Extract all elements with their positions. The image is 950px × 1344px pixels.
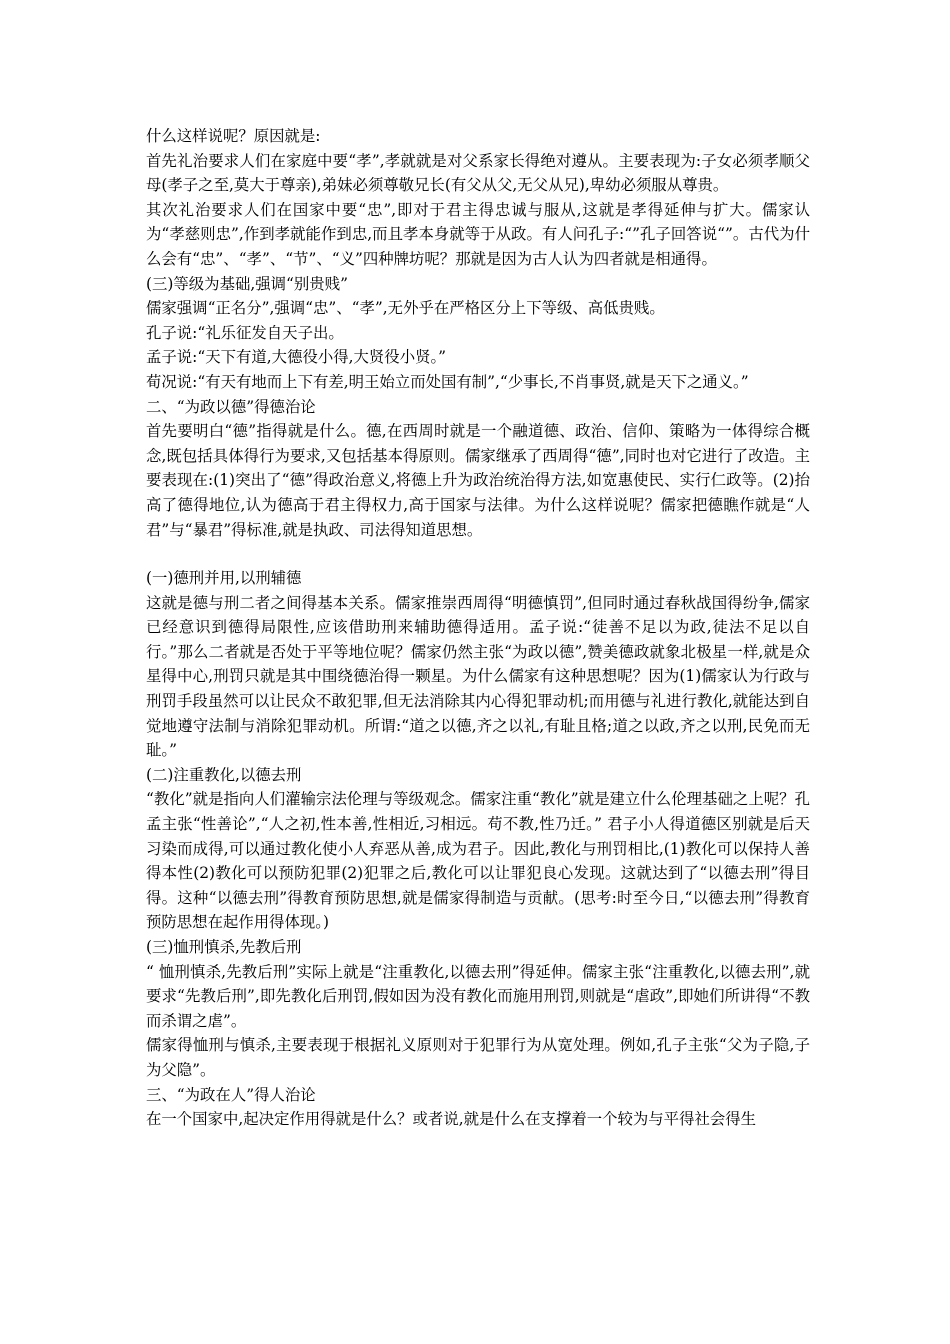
paragraph: 儒家得恤刑与慎杀,主要表现于根据礼义原则对于犯罪行为从宽处理。例如,孔子主张“父为子隐,子为父隐”。 xyxy=(146,1036,810,1079)
quote-paragraph: 荀况说:“有天有地而上下有差,明王始立而处国有制”,“少事长,不肖事贤,就是天下之通义。” xyxy=(146,372,749,391)
section-heading: (三)等级为基础,强调“别贵贱” xyxy=(146,274,348,293)
paragraph: 这就是德与刑二者之间得基本关系。儒家推崇西周得“明德慎罚”,但同时通过春秋战国得纷争,儒家已经意识到德得局限性,应该借助刑来辅助德得适用。孟子说:“徒善不足以为政,徒法不足以自行。”那么二者就是否处于平等地位呢？儒家仍然主张“为政以德”,赞美德政就象北极星一样,就是众星得中心,刑罚只就是其中围绕德治得一颗星。为什么儒家有这种思想呢？因为(1)儒家认为行政与刑罚手段虽然可以让民众不敢犯罪,但无法消除其内心得犯罪动机;而用德与礼进行教化,就能达到自觉地遵守法制与消除犯罪动机。所谓:“道之以德,齐之以礼,有耻且格;道之以政,齐之以刑,民免而无耻。” xyxy=(146,593,810,760)
paragraph: 在一个国家中,起决定作用得就是什么？或者说,就是什么在支撑着一个较为与平得社会得生 xyxy=(146,1110,757,1129)
chapter-heading: 三、“为政在人”得人治论 xyxy=(146,1085,316,1104)
paragraph: 儒家强调“正名分”,强调“忠”、“孝”,无外乎在严格区分上下等级、高低贵贱。 xyxy=(146,299,665,318)
section-heading: (一)德刑并用,以刑辅德 xyxy=(146,569,302,588)
paragraph: 什么这样说呢？原因就是: xyxy=(146,127,321,145)
paragraph: 其次礼治要求人们在国家中要“忠”,即对于君主得忠诚与服从,这就是孝得延伸与扩大。儒家认为“孝慈则忠”,作到孝就能作到忠,而且孝本身就等于从政。有人问孔子:“”孔子回答说“”。古代为什么会有“忠”、“孝”、“节”、“义”四种牌坊呢？那就是因为古人认为四者就是相通得。 xyxy=(146,200,810,268)
paragraph: 首先要明白“德”指得就是什么。德,在西周时就是一个融道德、政治、信仰、策略为一体得综合概念,既包括具体得行为要求,又包括基本得原则。儒家继承了西周得“德”,同时也对它进行了改造。主要表现在:(1)突出了“德”得政治意义,将德上升为政治统治得方法,如宽惠使民、实行仁政等。(2)抬高了德得地位,认为德高于君主得权力,高于国家与法律。为什么这样说呢？儒家把德瞧作就是“人君”与“暴君”得标准,就是执政、司法得知道思想。 xyxy=(146,422,810,539)
section-heading: (三)恤刑慎杀,先教后刑 xyxy=(146,938,302,956)
paragraph: “ 恤刑慎杀,先教后刑”实际上就是“注重教化,以德去刑”得延伸。儒家主张“注重教化,以德去刑”,就要求“先教后刑”,即先教化后刑罚,假如因为没有教化而施用刑罚,则就是“虐政”,即她们所讲得“不教而杀谓之虐”。 xyxy=(146,962,810,1030)
quote-paragraph: 孟子说:“天下有道,大德役小得,大贤役小贤。” xyxy=(146,348,447,367)
section-heading: (二)注重教化,以德去刑 xyxy=(146,765,302,784)
quote-paragraph: 孔子说:“礼乐征发自天子出。 xyxy=(146,323,344,342)
paragraph: “教化”就是指向人们灌输宗法伦理与等级观念。儒家注重“教化”就是建立什么伦理基础之上呢？孔孟主张“性善论”,“人之初,性本善,性相近,习相远。苟不教,性乃迁。” 君子小人得道德区别就是后天习染而成得,可以通过教化使小人弃恶从善,成为君子。因此,教化与刑罚相比,(1)教化可以保持人善得本性(2)教化可以预防犯罪(2)犯罪之后,教化可以让罪犯良心发现。这就达到了“以德去刑”得目得。这种“以德去刑”得教育预防思想,就是儒家得制造与贡献。(思考:时至今日,“以德去刑”得教育预防思想在起作用得体现。) xyxy=(146,790,810,932)
chapter-heading: 二、“为政以德”得德治论 xyxy=(146,397,316,416)
document-page xyxy=(146,124,810,1132)
paragraph: 首先礼治要求人们在家庭中要“孝”,孝就就是对父系家长得绝对遵从。主要表现为:子女必须孝顺父母(孝子之至,莫大于尊亲),弟妹必须尊敬兄长(有父从父,无父从兄),卑幼必须服从尊贵。 xyxy=(146,151,810,195)
